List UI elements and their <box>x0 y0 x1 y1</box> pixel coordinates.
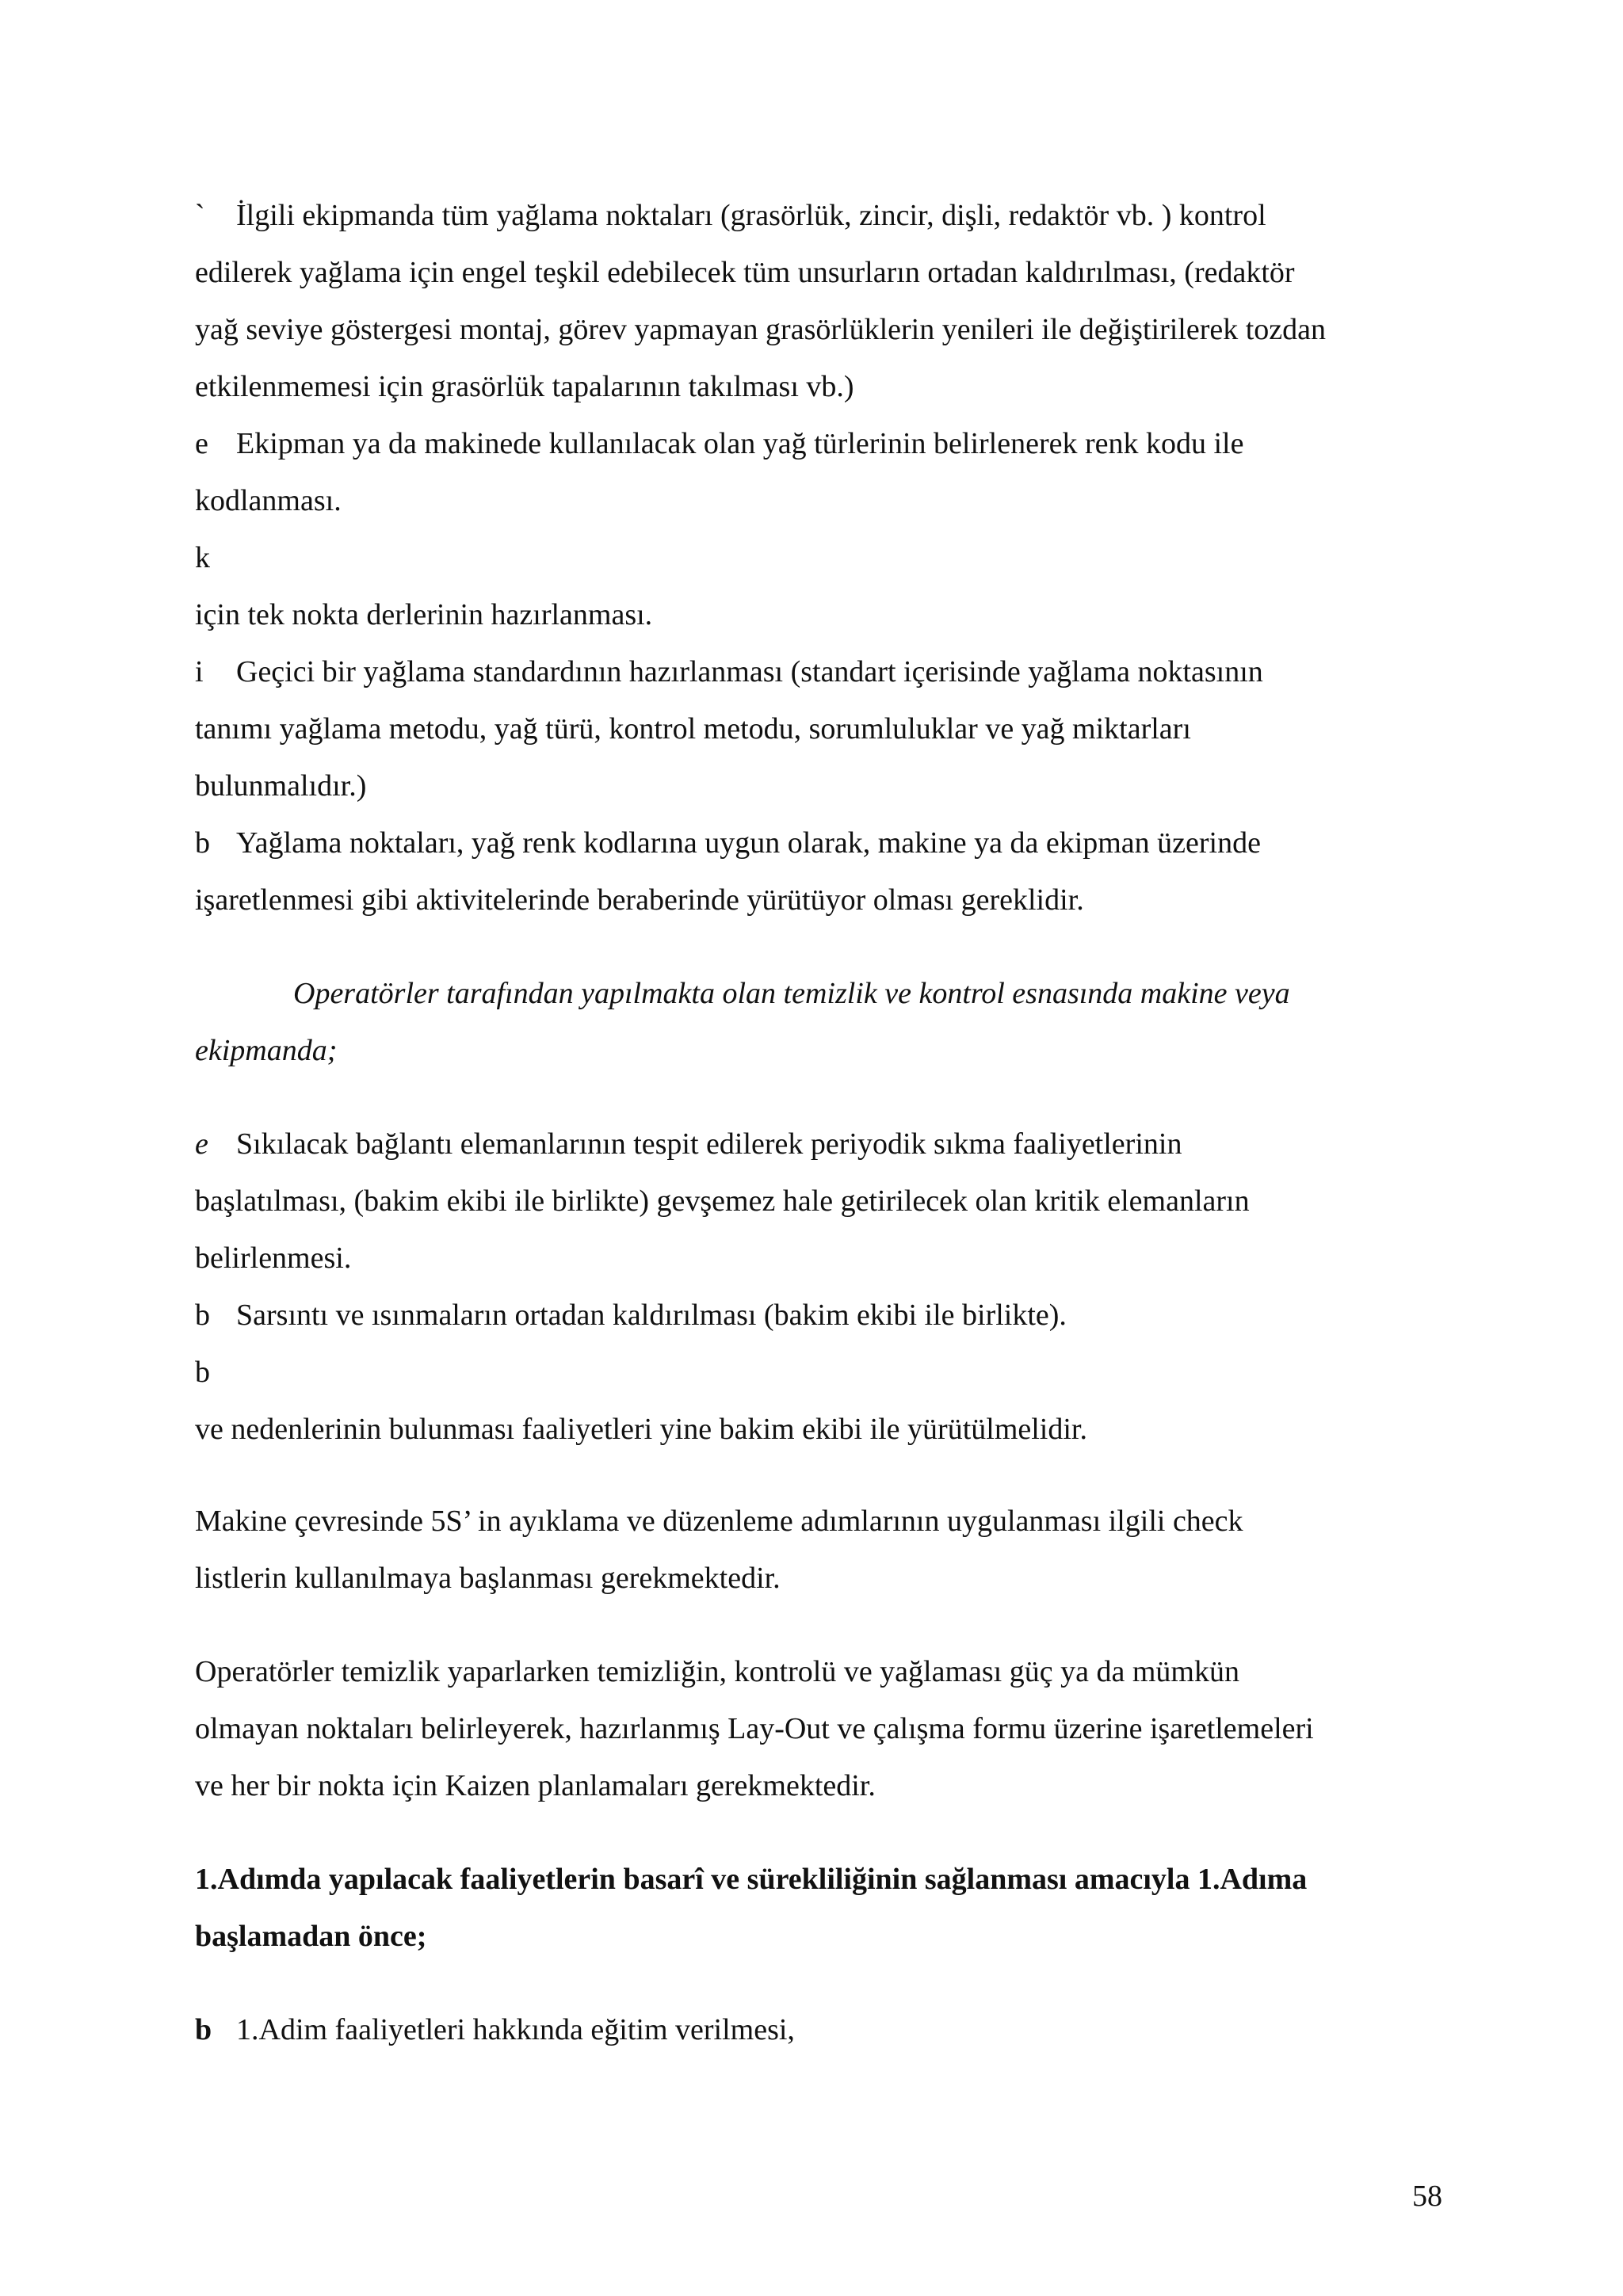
para1-line-2: listlerin kullanılmaya başlanması gerekmektedir. <box>195 1562 781 1595</box>
bullet-marker: i <box>195 655 204 688</box>
block2-line-1 <box>195 425 1243 463</box>
block1-line-2: edilerek yağlama için engel teşkil edebilecek tüm unsurların ortadan kaldırılması, (redaktör <box>195 256 1295 289</box>
block8-line-1: ve nedenlerinin bulunması faaliyetleri yine bakim ekibi ile yürütülmelidir. <box>195 1413 1087 1446</box>
page-number: 58 <box>1412 2180 1442 2213</box>
text: Ekipman ya da makinede kullanılacak olan yağ türlerinin belirlenerek renk kodu ile <box>236 427 1244 460</box>
block3-bullet: k <box>195 541 210 574</box>
bold-para-line-1: 1.Adımda yapılacak faaliyetlerin basarî ve sürekliliğinin sağlanması amacıyla 1.Adıma <box>195 1863 1308 1896</box>
bullet-marker: b <box>195 1299 210 1332</box>
block4-line-3: bulunmalıdır.) <box>195 769 367 803</box>
block7-line-1 <box>195 1296 1067 1334</box>
para2-line-2: olmayan noktaları belirleyerek, hazırlanmış Lay-Out ve çalışma formu üzerine işaretlemeleri <box>195 1712 1314 1745</box>
text: İlgili ekipmanda tüm yağlama noktaları (grasörlük, zincir, dişli, redaktör vb. ) kontrol <box>236 199 1266 232</box>
italic-para-line-1: Operatörler tarafından yapılmakta olan temizlik ve kontrol esnasında makine veya <box>293 977 1290 1010</box>
block1-line-3: yağ seviye göstergesi montaj, görev yapmayan grasörlüklerin yenileri ile değiştirilerek tozdan <box>195 313 1327 346</box>
text: Yağlama noktaları, yağ renk kodlarına uygun olarak, makine ya da ekipman üzerinde <box>236 826 1261 860</box>
text: 1.Adim faaliyetleri hakkında eğitim verilmesi, <box>236 2013 795 2046</box>
block6-line-1 <box>195 1125 1182 1163</box>
text: Geçici bir yağlama standardının hazırlanması (standart içerisinde yağlama noktasının <box>236 655 1263 688</box>
text: Sarsıntı ve ısınmaların ortadan kaldırılması (bakim ekibi ile birlikte). <box>236 1299 1067 1332</box>
block1-line-4: etkilenmemesi için grasörlük tapalarının takılması vb.) <box>195 370 854 403</box>
block6-line-3: belirlenmesi. <box>195 1241 352 1275</box>
block2-line-2: kodlanması. <box>195 484 342 517</box>
block5-line-2: işaretlenmesi gibi aktivitelerinde beraberinde yürütüyor olması gereklidir. <box>195 883 1084 917</box>
block3-line-1: için tek nokta derlerinin hazırlanması. <box>195 598 653 631</box>
bullet-marker: b <box>195 826 210 860</box>
bold-para-line-2: başlamadan önce; <box>195 1920 427 1953</box>
block9-line-1 <box>195 2011 795 2049</box>
text: Sıkılacak bağlantı elemanlarının tespit edilerek periyodik sıkma faaliyetlerinin <box>236 1127 1182 1161</box>
para2-line-1: Operatörler temizlik yaparlarken temizliğin, kontrolü ve yağlaması güç ya da mümkün <box>195 1655 1239 1688</box>
bullet-marker: e <box>195 1127 208 1161</box>
para1-line-1: Makine çevresinde 5S’ in ayıklama ve düzenleme adımlarının uygulanması ilgili check <box>195 1505 1243 1538</box>
block4-line-2: tanımı yağlama metodu, yağ türü, kontrol metodu, sorumluluklar ve yağ miktarları <box>195 712 1191 746</box>
block8-bullet: b <box>195 1356 210 1389</box>
block6-line-2: başlatılması, (bakim ekibi ile birlikte) gevşemez hale getirilecek olan kritik elemanların <box>195 1184 1250 1218</box>
bullet-marker: ` <box>195 199 205 232</box>
bullet-marker: e <box>195 427 208 460</box>
italic-para-line-2: ekipmanda; <box>195 1034 338 1067</box>
bullet-marker: b <box>195 2013 212 2046</box>
block1-line-1 <box>195 196 1266 235</box>
block5-line-1 <box>195 824 1261 862</box>
para2-line-3: ve her bir nokta için Kaizen planlamaları gerekmektedir. <box>195 1769 876 1802</box>
block4-line-1 <box>195 653 1263 691</box>
